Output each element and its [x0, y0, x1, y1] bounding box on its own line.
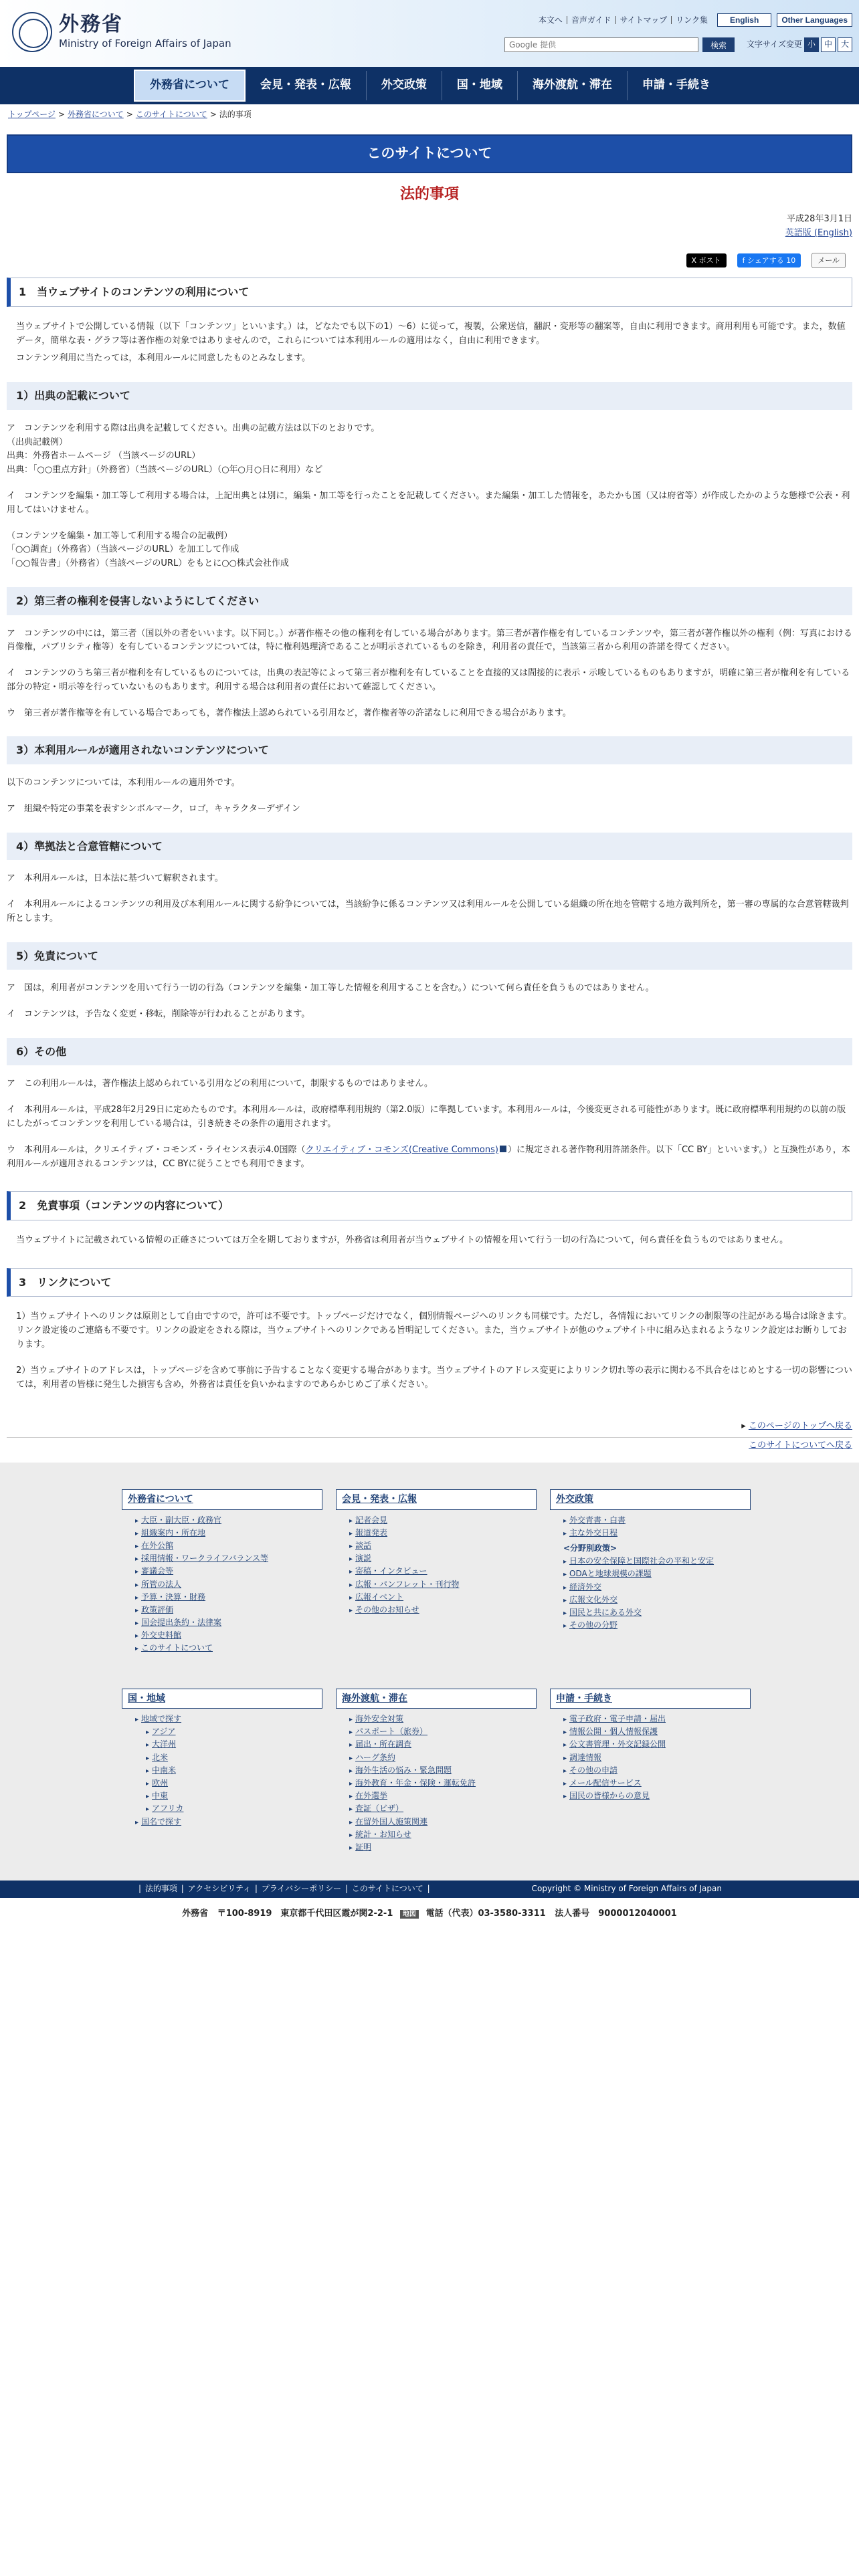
footer-link[interactable]: 予算・決算・財務 [141, 1592, 206, 1602]
subheading-6: 6）その他 [7, 1038, 852, 1066]
copyright: Copyright © Ministry of Foreign Affairs of Japan [531, 1884, 722, 1894]
paragraph: イ コンテンツのうち第三者が権利を有しているものについては，出典の表記等によって第三者が権利を有していることを直接的又は間接的に表示・示唆しているものもありますが，明確に第三者が権利を有している部分の特定・明示等を行っていないものもあります。利用する場合は利用者の責任において確認してください。 [7, 668, 850, 692]
font-size-large-button[interactable]: 大 [838, 37, 852, 52]
footer-heading-policy[interactable]: 外交政策 [550, 1489, 751, 1509]
footer-link[interactable]: ハーグ条約 [355, 1752, 396, 1762]
footer-link[interactable]: 海外安全対策 [355, 1714, 404, 1724]
breadcrumb-about[interactable]: 外務省について [67, 110, 124, 119]
footer-phone: 電話（代表）03-3580-3311 [425, 1909, 546, 1919]
util-link-voice[interactable]: 音声ガイド [567, 16, 616, 24]
page-top-links: ▸ このページのトップへ戻る このサイトについてへ戻る [7, 1418, 852, 1453]
footer-link[interactable]: 証明 [355, 1842, 372, 1852]
nav-item-procedures[interactable]: 申請・手続き [642, 78, 710, 92]
utility-links [535, 13, 852, 27]
footer-bar [0, 1881, 859, 1898]
footer-link[interactable]: 外交史料館 [141, 1630, 182, 1640]
subheading-3: 3）本利用ルールが適用されないコンテンツについて [7, 736, 852, 764]
share-mail-button[interactable]: メール [812, 253, 846, 269]
footer-link[interactable]: 国民の皆様からの意見 [569, 1791, 650, 1801]
footer-link[interactable]: 国会提出条約・法律案 [141, 1618, 222, 1628]
paragraph: ア 国は，利用者がコンテンツを用いて行う一切の行為（コンテンツを編集・加工等した情報を利用することを含む。）について何ら責任を負うものではありません。 [7, 983, 654, 994]
paragraph: （コンテンツを編集・加工等して利用する場合の記載例） [7, 530, 233, 541]
paragraph: 出典：「○○重点方針」（外務省）（当該ページのURL）（○年○月○日に利用）など [7, 465, 323, 475]
global-nav [0, 67, 859, 104]
paragraph [7, 1144, 852, 1172]
footer-link[interactable]: 在外公館 [141, 1540, 174, 1550]
privacy-link[interactable]: プライバシーポリシー [261, 1884, 342, 1894]
share-buttons [7, 253, 846, 269]
search-bar [504, 37, 852, 52]
font-size-medium-button[interactable]: 中 [821, 37, 836, 52]
footer-org-name: 外務省 [182, 1909, 209, 1919]
legal-link[interactable]: 法的事項 [145, 1884, 177, 1894]
footer-link[interactable]: 査証（ビザ） [355, 1804, 404, 1814]
creative-commons-link[interactable]: クリエイティブ・コモンズ(Creative Commons) [305, 1144, 498, 1155]
emblem-icon [12, 12, 52, 52]
footer-address-text: 〒100-8919 東京都千代田区霞が関2-2-1 [217, 1909, 393, 1919]
footer-link[interactable]: 調達情報 [569, 1752, 602, 1762]
footer-link[interactable]: 報道発表 [355, 1527, 388, 1537]
nav-item-regions[interactable]: 国・地域 [442, 71, 518, 100]
footer-link[interactable]: 海外生活の悩み・緊急問題 [355, 1765, 452, 1775]
footer-link[interactable]: 統計・お知らせ [355, 1829, 411, 1839]
section-banner: このサイトについて [7, 134, 852, 173]
footer-heading-about[interactable]: 外務省について [122, 1489, 322, 1509]
english-button[interactable]: English [717, 13, 771, 27]
paragraph: イ 本利用ルールによるコンテンツの利用及び本利用ルールに関する紛争については，当該紛争に係るコンテンツ又は利用ルールを公開している組織の所在地を管轄する地方裁判所を，第一審の専属的な合意管轄裁判所とします。 [7, 899, 849, 924]
paragraph-text: ）に規定される著作物利用許諾条件。以下「CC BY」といいます。）と互換性があり，本利用ルールが適用されるコンテンツは，CC BYに従うことでも利用できます。 [7, 1144, 850, 1169]
nav-item-about[interactable]: 外務省について [134, 70, 246, 101]
search-button[interactable]: 検索 [702, 37, 735, 52]
footer-bottom-links: | 法的事項 | アクセシビリティ | プライバシーポリシー | このサイトについて | [138, 1884, 430, 1894]
breadcrumb: トップページ > 外務省について > このサイトについて > 法的事項 [8, 110, 252, 119]
footer-col-press [336, 1489, 537, 1654]
footer-link[interactable]: メール配信サービス [569, 1778, 642, 1788]
accessibility-link[interactable]: アクセシビリティ [187, 1884, 252, 1894]
footer-corp-number: 法人番号 9000012040001 [555, 1909, 677, 1919]
subheading-5: 5）免責について [7, 942, 852, 970]
footer-link[interactable]: 記者会見 [355, 1515, 388, 1525]
english-version-link[interactable]: 英語版 (English) [785, 227, 852, 238]
paragraph: 1）当ウェブサイトへのリンクは原則として自由ですので，許可は不要です。トップページだけでなく，個別情報ページへのリンクも同様です。ただし，各情報においてリンクの制限等の注記がある場合は除きます。リンク設定後のご連絡も不要です。リンクの設定をされる際は，当ウェブサイトへのリンクである旨明記してください。また，当ウェブサイトが他のウェブサイト中に組み込まれるようなリンク設定はお断りしております。 [16, 1311, 852, 1350]
paragraph: ア コンテンツを利用する際は出典を記載してください。出典の記載方法は以下のとおりです。 [7, 423, 380, 433]
subheading-1: 1）出典の記載について [7, 382, 852, 410]
paragraph: ウ 第三者が著作権等を有している場合であっても，著作権法上認められている引用など，著作権者等の許諾なしに利用できる場合があります。 [7, 708, 571, 718]
footer-link[interactable]: 外交青書・白書 [569, 1515, 626, 1525]
footer-link[interactable]: 大臣・副大臣・政務官 [141, 1515, 222, 1525]
footer-link[interactable]: 日本の安全保障と国際社会の平和と安定 [569, 1556, 714, 1566]
share-facebook-button[interactable]: f シェアする 10 [737, 253, 801, 268]
paragraph: 「○○調査」（外務省）（当該ページのURL）を加工して作成 [7, 544, 240, 555]
footer-link[interactable]: 北米 [152, 1752, 169, 1762]
footer-link[interactable]: 審議会等 [141, 1566, 174, 1576]
search-input[interactable] [504, 37, 698, 52]
footer-link[interactable]: 地域で探す [141, 1714, 182, 1724]
util-link-sitemap[interactable]: サイトマップ [616, 16, 672, 24]
footer-link[interactable]: 採用情報・ワークライフバランス等 [141, 1553, 268, 1564]
paragraph: 以下のコンテンツについては，本利用ルールの適用外です。 [7, 778, 240, 788]
section-heading-3: 3 リンクについて [7, 1268, 852, 1297]
subheading-2: 2）第三者の権利を侵害しないようにしてください [7, 587, 852, 615]
footer-link[interactable]: 在外選挙 [355, 1791, 388, 1801]
nav-item-travel[interactable]: 海外渡航・滞在 [518, 71, 628, 100]
paragraph: 当ウェブサイトに記載されている情報の正確さについては万全を期しておりますが，外務省は利用者が当ウェブサイトの情報を用いて行う一切の行為について，何ら責任を負うものではありません。 [16, 1235, 789, 1246]
util-link-skip[interactable]: 本文へ [535, 16, 567, 24]
paragraph: 出典：外務省ホームページ （当該ページのURL） [7, 451, 201, 461]
footer-link[interactable]: 中東 [152, 1791, 169, 1801]
footer-link[interactable]: 演説 [355, 1553, 372, 1564]
paragraph: ア この利用ルールは，著作権法上認められている引用などの利用について，制限するものではありません。 [7, 1079, 434, 1089]
footer-link[interactable]: 寄稿・インタビュー [355, 1566, 427, 1576]
font-size-label: 文字サイズ変更 [746, 39, 802, 49]
site-header [0, 0, 859, 67]
nav-item-policy[interactable]: 外交政策 [367, 71, 442, 100]
footer-link[interactable]: 政策評価 [141, 1604, 174, 1614]
footer-link[interactable]: 談話 [355, 1540, 372, 1550]
footer-link[interactable]: アフリカ [152, 1804, 184, 1814]
footer-subhead: <分野別政策> [563, 1543, 617, 1553]
footer-link[interactable]: 経済外交 [569, 1582, 602, 1592]
back-to-about-link[interactable]: このサイトについてへ戻る [749, 1440, 852, 1451]
main-content [0, 134, 859, 1453]
footer-link[interactable]: その他の分野 [569, 1620, 618, 1630]
footer-link[interactable]: 国名で探す [141, 1816, 182, 1826]
map-icon[interactable]: 地図 [400, 1910, 419, 1919]
site-logo[interactable] [12, 12, 231, 52]
paragraph: ア コンテンツの中には，第三者（国以外の者をいいます。以下同じ。）が著作権その他の権利を有している場合があります。第三者が著作権を有しているコンテンツや，第三者が著作権以外の権利（例：写真における肖像権，パブリシティ権等）を有しているコンテンツについては，特に権利処理済であることが明示されているものを除き，利用者の責任で，当該第三者から利用の許諾を得てください。 [7, 628, 852, 653]
font-size-small-button[interactable]: 小 [804, 37, 819, 52]
util-link-links[interactable]: リンク集 [676, 15, 708, 25]
footer-col-policy [550, 1489, 751, 1654]
footer-address [0, 1898, 859, 1931]
about-site-link[interactable]: このサイトについて [351, 1884, 423, 1894]
logo-title-jp: 外務省 [59, 12, 123, 36]
share-x-button[interactable]: X ポスト [686, 253, 727, 268]
page-title: 法的事項 [399, 185, 459, 203]
footer-link[interactable]: パスポート（旅券） [355, 1727, 428, 1737]
footer-link[interactable]: その他の申請 [569, 1765, 618, 1775]
breadcrumb-top[interactable]: トップページ [8, 110, 56, 119]
footer-link[interactable]: 広報・パンフレット・刊行物 [355, 1579, 460, 1589]
footer-link[interactable]: 国民と共にある外交 [569, 1607, 642, 1617]
footer-heading-regions[interactable]: 国・地域 [122, 1689, 322, 1709]
external-link-icon [500, 1146, 506, 1152]
footer-link[interactable]: 情報公開・個人情報保護 [569, 1727, 658, 1737]
paragraph: コンテンツ利用に当たっては，本利用ルールに同意したものとみなします。 [16, 353, 311, 364]
footer-heading-press[interactable]: 会見・発表・広報 [336, 1489, 537, 1509]
paragraph: ア 本利用ルールは，日本法に基づいて解釈されます。 [7, 873, 223, 884]
paragraph-text: ウ 本利用ルールは，クリエイティブ・コモンズ・ライセンス表示4.0国際（ [7, 1144, 306, 1155]
footer-link[interactable]: 届出・所在調査 [355, 1739, 412, 1749]
footer-link[interactable]: 主な外交日程 [569, 1527, 618, 1537]
footer-link[interactable]: 公文書管理・外交記録公開 [569, 1739, 666, 1749]
footer-link[interactable]: アジア [152, 1727, 176, 1737]
footer-link[interactable]: 中南米 [152, 1765, 177, 1775]
footer-sitemap [0, 1463, 859, 1881]
footer-link[interactable]: 広報イベント [355, 1592, 404, 1602]
paragraph: イ コンテンツを編集・加工等して利用する場合は，上記出典とは別に，編集・加工等を行ったことを記載してください。また編集・加工した情報を，あたかも国（又は府省等）が作成したかのような態様で公表・利用してはいけません。 [7, 490, 850, 515]
footer-col-about [122, 1489, 322, 1654]
section-heading-1: 1 当ウェブサイトのコンテンツの利用について [7, 278, 852, 307]
footer-col-procedures [550, 1689, 751, 1854]
footer-heading-travel[interactable]: 海外渡航・滞在 [336, 1689, 537, 1709]
footer-heading-procedures[interactable]: 申請・手続き [550, 1689, 751, 1709]
subheading-4: 4）準拠法と合意管轄について [7, 833, 852, 861]
publish-date: 平成28年3月1日 [786, 213, 852, 224]
section-heading-2: 2 免責事項（コンテンツの内容について） [7, 1191, 852, 1220]
footer-link[interactable]: その他のお知らせ [355, 1604, 419, 1614]
paragraph: （出典記載例） [7, 437, 68, 447]
breadcrumb-current: 法的事項 [219, 110, 252, 119]
footer-link[interactable]: ODAと地球規模の課題 [569, 1569, 652, 1579]
breadcrumb-site[interactable]: このサイトについて [135, 110, 207, 119]
other-languages-button[interactable]: Other Languages [777, 13, 852, 27]
footer-col-travel [336, 1689, 537, 1854]
paragraph: イ コンテンツは，予告なく変更・移転，削除等が行われることがあります。 [7, 1009, 310, 1020]
footer-col-regions [122, 1689, 322, 1854]
footer-link[interactable]: 大洋州 [152, 1739, 177, 1749]
paragraph: ア 組織や特定の事業を表すシンボルマーク，ロゴ，キャラクターデザイン [7, 803, 300, 814]
footer-link[interactable]: 組織案内・所在地 [141, 1527, 206, 1537]
paragraph: 「○○報告書」（外務省）（当該ページのURL）をもとに○○株式会社作成 [7, 558, 289, 569]
footer-link[interactable]: 所管の法人 [141, 1579, 182, 1589]
footer-link[interactable]: 在留外国人施策関連 [355, 1816, 428, 1826]
page-top-link[interactable]: このページのトップへ戻る [748, 1421, 852, 1432]
footer-link[interactable]: 欧州 [152, 1778, 169, 1788]
paragraph: イ 本利用ルールは，平成28年2月29日に定めたものです。本利用ルールは，政府標準利用規約（第2.0版）に準拠しています。本利用ルールは，今後変更される可能性があります。既に政府標準利用規約の以前の版にしたがってコンテンツを利用している場合は，引き続きその条件の適用されます。 [7, 1105, 846, 1130]
paragraph: 2）当ウェブサイトのアドレスは，トップページを含めて事前に予告することなく変更する場合があります。当ウェブサイトのアドレス変更によりリンク切れ等の表示に関わる不具合をはじめとする一切の影響については，利用者の皆様に発生した損害も含め，外務省は責任を負いかねますのであらかじめご了承ください。 [16, 1365, 852, 1390]
footer-link[interactable]: 広報文化外交 [569, 1594, 618, 1604]
footer-link[interactable]: 海外教育・年金・保険・運転免許 [355, 1778, 476, 1788]
logo-title-en: Ministry of Foreign Affairs of Japan [59, 37, 231, 49]
paragraph: 当ウェブサイトで公開している情報（以下「コンテンツ」といいます。）は，どなたでも以下の1）～6）に従って，複製，公衆送信，翻訳・変形等の翻案等，自由に利用できます。商用利用も可能です。また，数値データ，簡単な表・グラフ等は著作権の対象ではありませんので，これらについては本利用ルールの適用はなく，自由に利用できます。 [16, 321, 846, 346]
footer-link[interactable]: 電子政府・電子申請・届出 [569, 1714, 666, 1724]
nav-item-press[interactable]: 会見・発表・広報 [246, 71, 367, 100]
footer-link[interactable]: このサイトについて [141, 1643, 213, 1653]
